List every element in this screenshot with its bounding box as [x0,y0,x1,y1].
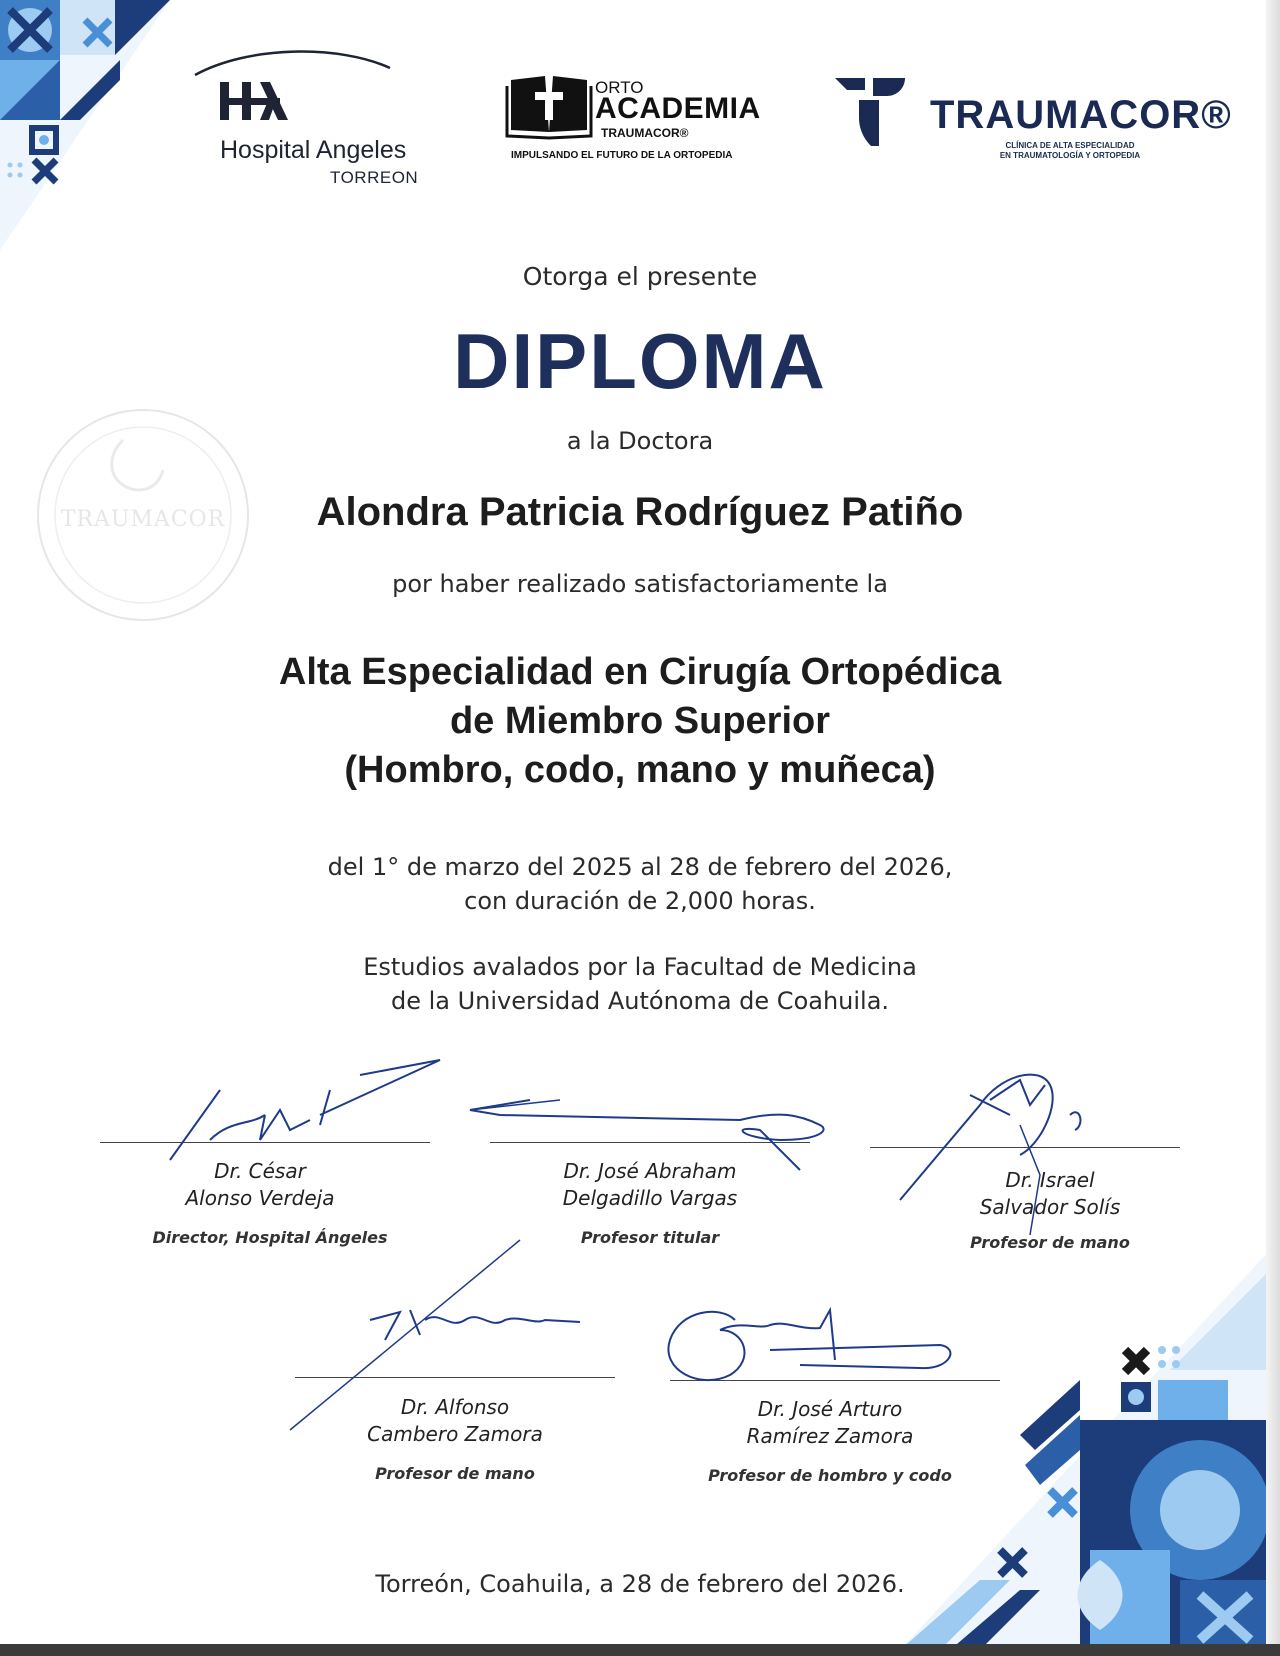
reason-text: por haber realizado satisfactoriamente la [392,570,888,598]
page-bottom-edge [0,1644,1280,1656]
signatory-name-line: Salvador Solís [979,1195,1121,1219]
signatory-name-line: Dr. José Abraham [563,1159,737,1183]
signatory-role: Profesor de hombro y codo [708,1466,952,1485]
signatory-name-line: Dr. César [214,1159,306,1183]
hospital-city: TORREON [330,168,419,187]
endorsement-text [0,950,1280,1018]
diploma-title: DIPLOMA [453,317,827,405]
traumacor-tagline [980,141,1160,161]
traumacor-logo [835,78,1255,168]
signatory-name-line: Alonso Verdeja [185,1186,335,1210]
signatory-role: Profesor titular [580,1228,720,1247]
handwritten-signature [440,1030,840,1170]
signatory-name [90,1158,430,1212]
academia-line1: ORTO [595,78,644,97]
handwritten-signature [870,1035,1170,1255]
recipient-prefix: a la Doctora [566,427,714,455]
signatory-name-line: Dr. Israel [1005,1168,1095,1192]
academia-line2: ACADEMIA [595,92,761,125]
course-line: de Miembro Superior [449,700,831,742]
place-and-date: Torreón, Coahuila, a 28 de febrero del 2026. [375,1570,905,1598]
endorsement-line: Estudios avalados por la Facultad de Medicina [363,953,917,981]
intro-text: Otorga el presente [522,262,758,291]
orto-academia-logo [505,70,765,170]
academia-line3: TRAUMACOR® [601,126,689,140]
course-line: (Hombro, codo, mano y muñeca) [344,749,936,791]
signatory-block [870,1035,1190,1265]
dates-line: del 1° de marzo del 2025 al 28 de febrero del 2026, [327,853,953,881]
signatory-block [470,1030,830,1260]
signatory-name [660,1396,1000,1450]
signatory-role: Profesor de mano [970,1233,1130,1252]
signatory-name [890,1167,1210,1221]
signatory-name [470,1158,830,1212]
handwritten-signature [100,1030,440,1160]
signatory-name-line: Cambero Zamora [367,1422,543,1446]
signatory-block [660,1270,1000,1500]
signatory-name-line: Ramírez Zamora [746,1424,914,1448]
recipient-name: Alondra Patricia Rodríguez Patiño [316,490,964,534]
signatory-block [290,1270,620,1500]
signatory-name-line: Dr. José Arturo [757,1397,903,1421]
open-book-icon [505,70,593,140]
traumacor-tagline-line2: EN TRAUMATOLOGÍA Y ORTOPEDIA [999,151,1141,160]
signatory-name-line: Dr. Alfonso [400,1395,510,1419]
endorsement-line: de la Universidad Autónoma de Coahuila. [390,987,890,1015]
course-dates [0,850,1280,918]
academia-tagline: IMPULSANDO EL FUTURO DE LA ORTOPEDIA [511,150,733,161]
page-edge-shadow [1266,0,1280,1644]
traumacor-mark-icon [835,78,925,153]
signatory-role: Profesor de mano [375,1464,535,1483]
hospital-name: Hospital Angeles [220,136,407,164]
decorative-corner-top-left [0,0,170,250]
signatory-role: Director, Hospital Ángeles [152,1228,388,1247]
dates-line: con duración de 2,000 horas. [464,887,816,915]
hospital-angeles-mark-icon [190,50,420,140]
hospital-angeles-logo [190,50,420,200]
course-title [0,648,1280,795]
course-line: Alta Especialidad en Cirugía Ortopédica [278,651,1002,693]
traumacor-tagline-line1: CLÍNICA DE ALTA ESPECIALIDAD [1005,141,1135,150]
traumacor-name: TRAUMACOR® [930,93,1232,137]
signatory-name [290,1394,620,1448]
signatory-name-line: Delgadillo Vargas [562,1186,738,1210]
signatory-block [100,1030,440,1260]
seal-text: TRAUMACOR [60,507,226,532]
handwritten-signature [660,1260,1000,1400]
